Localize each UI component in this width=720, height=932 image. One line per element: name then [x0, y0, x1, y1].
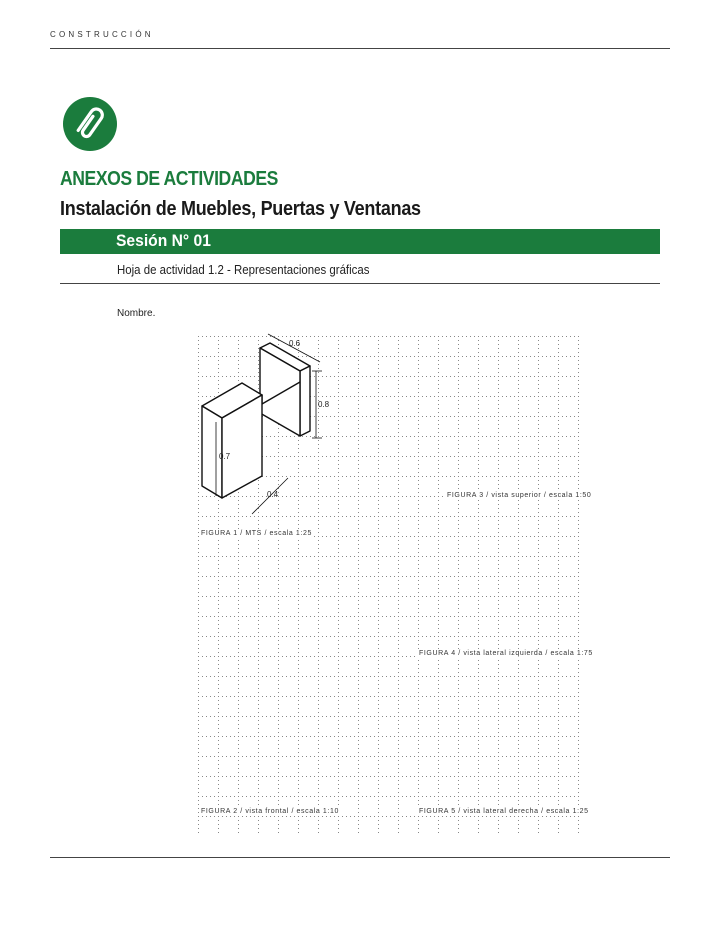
paperclip-icon: [62, 96, 118, 152]
bottom-divider: [50, 857, 670, 858]
dimension-bottom: 0.4: [267, 490, 279, 499]
figure-5-caption: FIGURA 5 / vista lateral derecha / escala 1:25: [419, 808, 589, 815]
section-header: CONSTRUCCIÓN: [50, 30, 154, 39]
figure-1-caption: FIGURA 1 / MTS / escala 1:25: [201, 530, 312, 537]
figure-4-caption: FIGURA 4 / vista lateral izquierda / escala 1:75: [419, 650, 593, 657]
dimension-top: 0.6: [289, 339, 301, 348]
figure-3-caption: FIGURA 3 / vista superior / escala 1:50: [447, 492, 592, 499]
page-subtitle: Instalación de Muebles, Puertas y Ventanas: [60, 198, 421, 220]
figure-2-caption: FIGURA 2 / vista frontal / escala 1:10: [201, 808, 339, 815]
name-field-label: Nombre.: [117, 308, 156, 319]
sheet-divider: [60, 283, 660, 284]
dimension-left: 0.7: [219, 452, 231, 461]
isometric-drawing: [190, 326, 340, 526]
top-divider: [50, 48, 670, 49]
session-label: Sesión N° 01: [116, 231, 211, 250]
dimension-right: 0.8: [318, 400, 330, 409]
session-band: [60, 229, 660, 254]
activity-sheet-title: Hoja de actividad 1.2 - Representaciones gráficas: [117, 262, 370, 277]
annex-title: ANEXOS DE ACTIVIDADES: [60, 168, 278, 190]
